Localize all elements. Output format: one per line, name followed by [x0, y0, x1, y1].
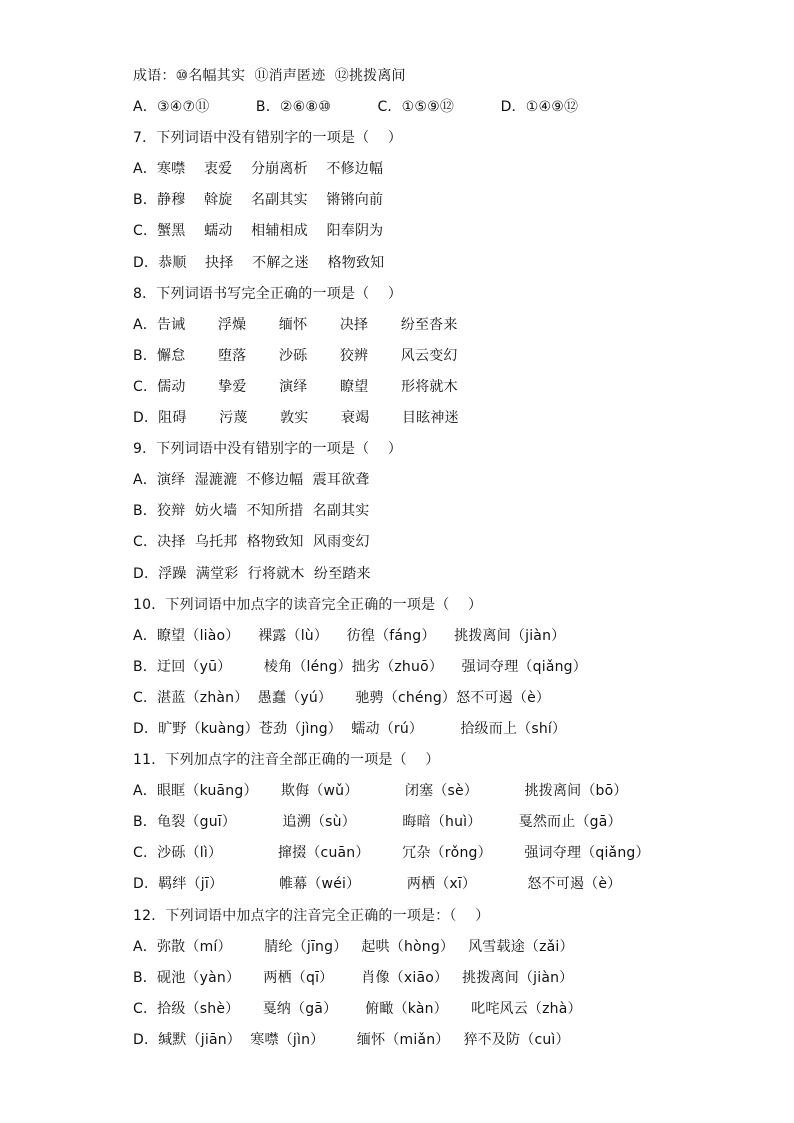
- worksheet-page: [133, 64, 753, 1059]
- answer-choices-line: A．③④⑦⑪ B．②⑥⑧⑩ C．①⑤⑨⑫ D．①④⑨⑫: [133, 99, 579, 116]
- question-9-stem: 9．下列词语中没有错别字的一项是（ ）: [133, 441, 403, 458]
- question-11-option-d: D．羁绊（jī） 帷幕（wéi） 两栖（xī） 怒不可遏（è）: [133, 876, 622, 893]
- question-7-option-b: B．静穆 斡旋 名副其实 锵锵向前: [133, 192, 384, 209]
- question-11-option-c: C．沙砾（lì） 撺掇（cuān） 冗杂（rǒng） 强词夺理（qiǎng）: [133, 845, 650, 862]
- question-10-option-a: A．瞭望（liào） 裸露（lù） 彷徨（fáng） 挑拨离间（jiàn）: [133, 627, 566, 644]
- question-9-option-c: C．决择 乌托邦 格物致知 风雨变幻: [133, 534, 370, 551]
- question-7-option-a: A．寒噤 衷爱 分崩离析 不修边幅: [133, 161, 384, 178]
- question-12-option-d: D．缄默（jiān） 寒噤（jìn） 缅怀（miǎn） 猝不及防（cuì）: [133, 1031, 570, 1048]
- question-9-option-d: D．浮躁 满堂彩 行将就木 纷至踏来: [133, 565, 371, 582]
- question-8-option-d: D．阻碍 污蔑 敦实 衰竭 目眩神迷: [133, 410, 459, 427]
- question-11-option-a: A．眼眶（kuāng） 欺侮（wǔ） 闭塞（sè） 挑拨离间（bō）: [133, 783, 628, 800]
- question-7-stem: 7．下列词语中没有错别字的一项是（ ）: [133, 130, 403, 147]
- question-8-option-c: C．儒动 挚爱 演绎 瞭望 形将就木: [133, 378, 458, 395]
- question-7-option-d: D．恭顺 抉择 不解之迷 格物致知: [133, 254, 385, 271]
- question-12-option-b: B．砚池（yàn） 两栖（qī） 肖像（xiāo） 挑拨离间（jiàn）: [133, 969, 574, 986]
- question-12-option-c: C．拾级（shè） 戛纳（gā） 俯瞰（kàn） 叱咤风云（zhà）: [133, 1000, 582, 1017]
- question-12-option-a: A．弥散（mí） 腈纶（jīng） 起哄（hòng） 风雪载途（zǎi）: [133, 938, 574, 955]
- idiom-options-line: 成语：⑩名幅其实 ⑪消声匿迹 ⑫挑拨离间: [133, 68, 406, 84]
- question-10-option-d: D．旷野（kuàng）苍劲（jìng） 蠕动（rú） 拾级而上（shí）: [133, 720, 567, 737]
- question-10-option-b: B．迂回（yū） 棱角（léng）拙劣（zhuō） 强词夺理（qiǎng）: [133, 658, 587, 675]
- question-8-option-b: B．懈怠 堕落 沙砾 狡辨 风云变幻: [133, 347, 458, 364]
- question-8-stem: 8．下列词语书写完全正确的一项是（ ）: [133, 285, 403, 302]
- question-10-option-c: C．湛蓝（zhàn） 愚蠢（yú） 驰骋（chéng）怒不可遏（è）: [133, 689, 551, 706]
- question-9-option-b: B．狡辩 妨火墙 不知所措 名副其实: [133, 503, 370, 520]
- question-8-option-a: A．告诫 浮燥 缅怀 决择 纷至沓来: [133, 316, 458, 333]
- question-12-stem: 12．下列词语中加点字的注音完全正确的一项是：（ ）: [133, 907, 490, 924]
- question-11-stem: 11．下列加点字的注音全部正确的一项是（ ）: [133, 752, 440, 769]
- question-7-option-c: C．蟹黑 蠕动 相辅相成 阳奉阴为: [133, 223, 384, 240]
- question-9-option-a: A．演绎 湿漉漉 不修边幅 震耳欲聋: [133, 472, 370, 489]
- question-11-option-b: B．龟裂（guī） 追溯（sù） 晦暗（huì） 戛然而止（gā）: [133, 814, 622, 831]
- question-10-stem: 10．下列词语中加点字的读音完全正确的一项是（ ）: [133, 596, 483, 613]
